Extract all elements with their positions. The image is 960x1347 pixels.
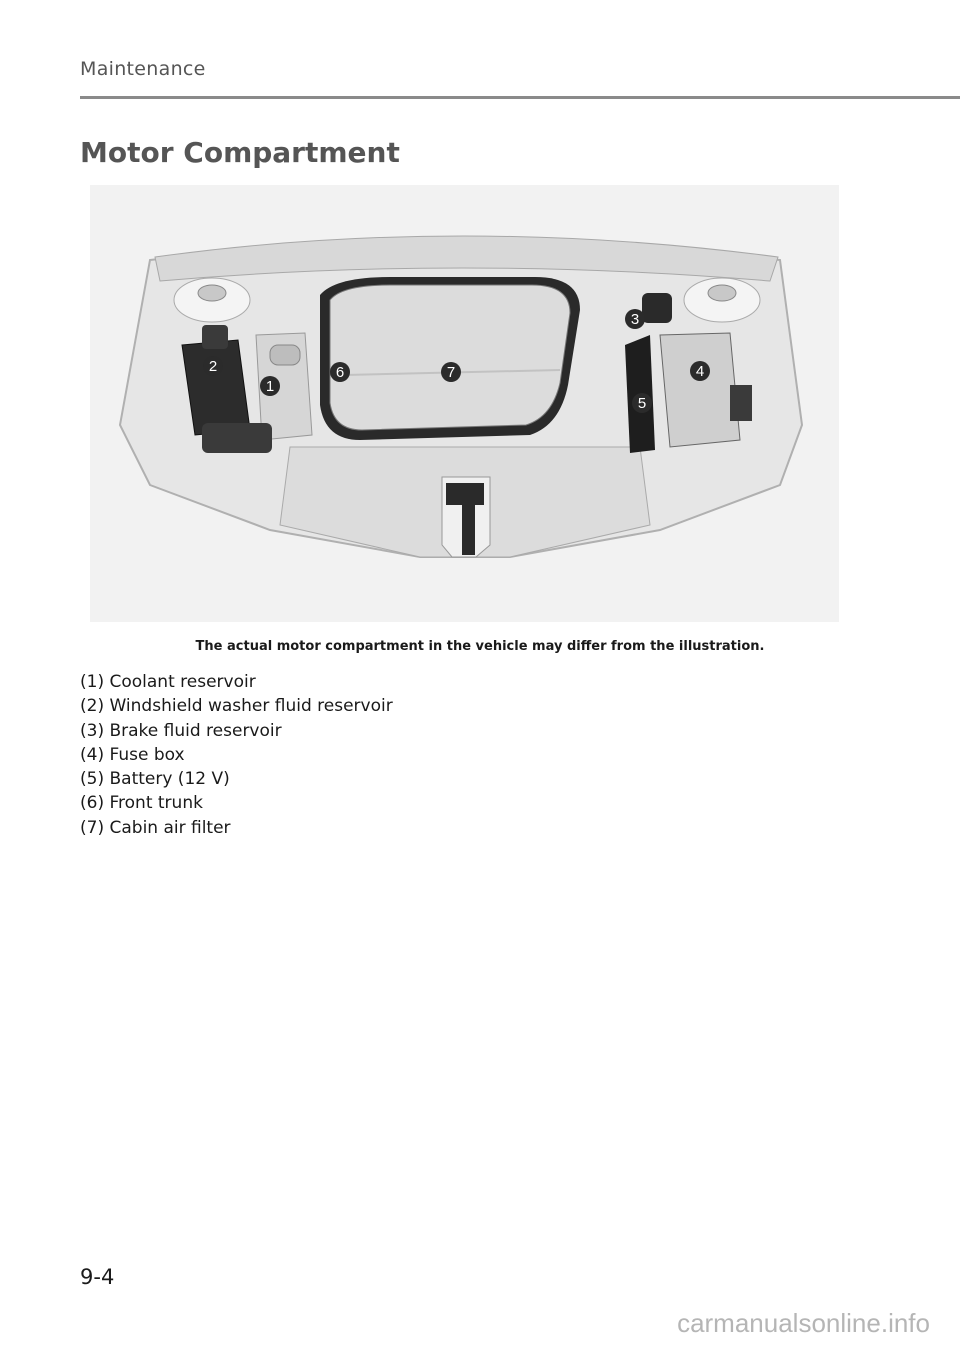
watermark: carmanualsonline.info	[677, 1308, 930, 1338]
callout-5	[632, 393, 652, 413]
callout-3-label: 3	[630, 311, 640, 328]
page-number: 9-4	[80, 1265, 115, 1289]
list-item: (2) Windshield washer fluid reservoir	[80, 696, 393, 717]
callout-4	[690, 361, 710, 381]
callout-1-label: 1	[265, 378, 275, 395]
callout-7-label: 7	[446, 364, 456, 381]
callout-7	[441, 362, 461, 382]
callout-6-label: 6	[335, 364, 345, 381]
list-item: (7) Cabin air filter	[80, 817, 231, 838]
list-item: (6) Front trunk	[80, 793, 203, 814]
motor-compartment-drawing	[90, 185, 839, 622]
section-header: Maintenance	[80, 58, 206, 80]
callout-3	[625, 309, 645, 329]
callout-4-label: 4	[695, 363, 705, 380]
header-divider	[80, 96, 960, 99]
callout-1	[260, 376, 280, 396]
motor-compartment-illustration	[90, 185, 839, 622]
list-item: (3) Brake fluid reservoir	[80, 720, 282, 741]
callout-5-label: 5	[637, 395, 647, 412]
callout-2	[203, 356, 223, 376]
callout-2-label: 2	[208, 358, 218, 375]
parts-list	[80, 670, 393, 840]
list-item: (1) Coolant reservoir	[80, 672, 256, 692]
figure-caption: The actual motor compartment in the vehicle may differ from the illustration.	[195, 639, 765, 654]
page-title: Motor Compartment	[80, 136, 400, 169]
callout-6	[330, 362, 350, 382]
list-item: (5) Battery (12 V)	[80, 769, 230, 790]
list-item: (4) Fuse box	[80, 744, 185, 765]
